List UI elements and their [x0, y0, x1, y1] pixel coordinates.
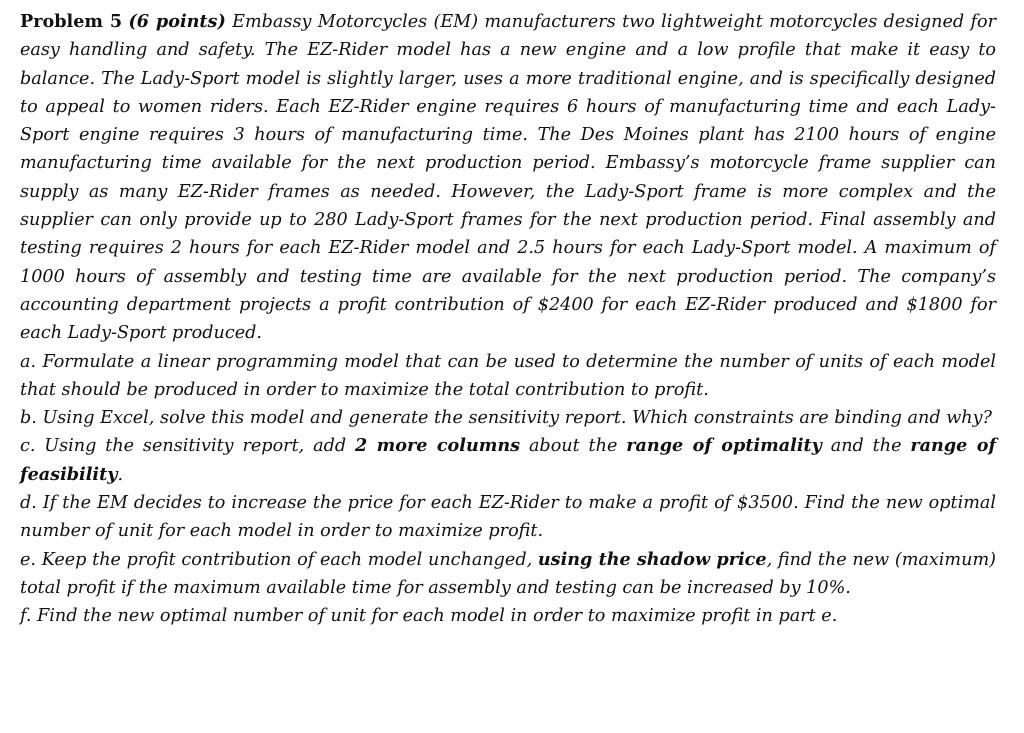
part-c-text-3: and the	[821, 436, 911, 457]
part-b: b. Using Excel, solve this model and generate the sensitivity report. Which constraints are binding and why?	[20, 408, 992, 429]
part-e-text-2: , find the new (maximum) total profit if the maximum available time for assembly and testing can be increased by 10%.	[20, 549, 996, 598]
part-c-text-1: c. Using the sensitivity report, add	[20, 436, 355, 457]
part-f: f. Find the new optimal number of unit for each model in order to maximize profit in part e.	[20, 606, 838, 627]
part-a: a. Formulate a linear programming model that can be used to determine the number of units of each model that should be produced in order to maximize the total contribution to profit.	[20, 351, 996, 400]
part-e-emphasis-shadow-price: using the shadow price	[537, 548, 767, 570]
part-c-emphasis-feasibility: range of feasibility	[20, 435, 997, 485]
part-e-text-1: e. Keep the profit contribution of each model unchanged,	[20, 549, 538, 570]
part-c-text-4: .	[117, 464, 124, 485]
problem-statement	[20, 8, 996, 348]
part-c-emphasis-columns: 2 more columns	[354, 435, 521, 457]
part-c-text-2: about the	[520, 436, 627, 457]
problem-points: (6 points)	[128, 11, 226, 32]
part-d: d. If the EM decides to increase the price for each EZ-Rider to make a profit of $3500. Find the new optimal number of unit for each model in order to maximize profit.	[20, 493, 996, 542]
part-e	[20, 546, 996, 603]
part-c-emphasis-optimality: range of optimality	[626, 435, 822, 457]
part-c	[20, 432, 996, 489]
problem-document	[20, 8, 996, 631]
problem-text: Embassy Motorcycles (EM) manufacturers two lightweight motorcycles designed for easy handling and safety. The EZ-Rider model has a new engine and a low profile that make it easy to balance. The Lady-Sport model is slightly larger, uses a more traditional engine, and is specifically designed to appeal to women riders. Each EZ-Rider engine requires 6 hours of manufacturing time and each Lady-Sport engine requires 3 hours of manufacturing time. The Des Moines plant has 2100 hours of engine manufacturing time available for the next production period. Embassy’s motorcycle frame supplier can supply as many EZ-Rider frames as needed. However, the Lady-Sport frame is more complex and the supplier can only provide up to 280 Lady-Sport frames for the next production period. Final assembly and testing requires 2 hours for each EZ-Rider model and 2.5 hours for each Lady-Sport model. A maximum of 1000 hours of assembly and testing time are available for the next production period. The company’s accounting department projects a profit contribution of $2400 for each EZ-Rider produced and $1800 for each Lady-Sport produced.	[20, 12, 997, 344]
problem-heading: Problem 5	[20, 11, 123, 32]
